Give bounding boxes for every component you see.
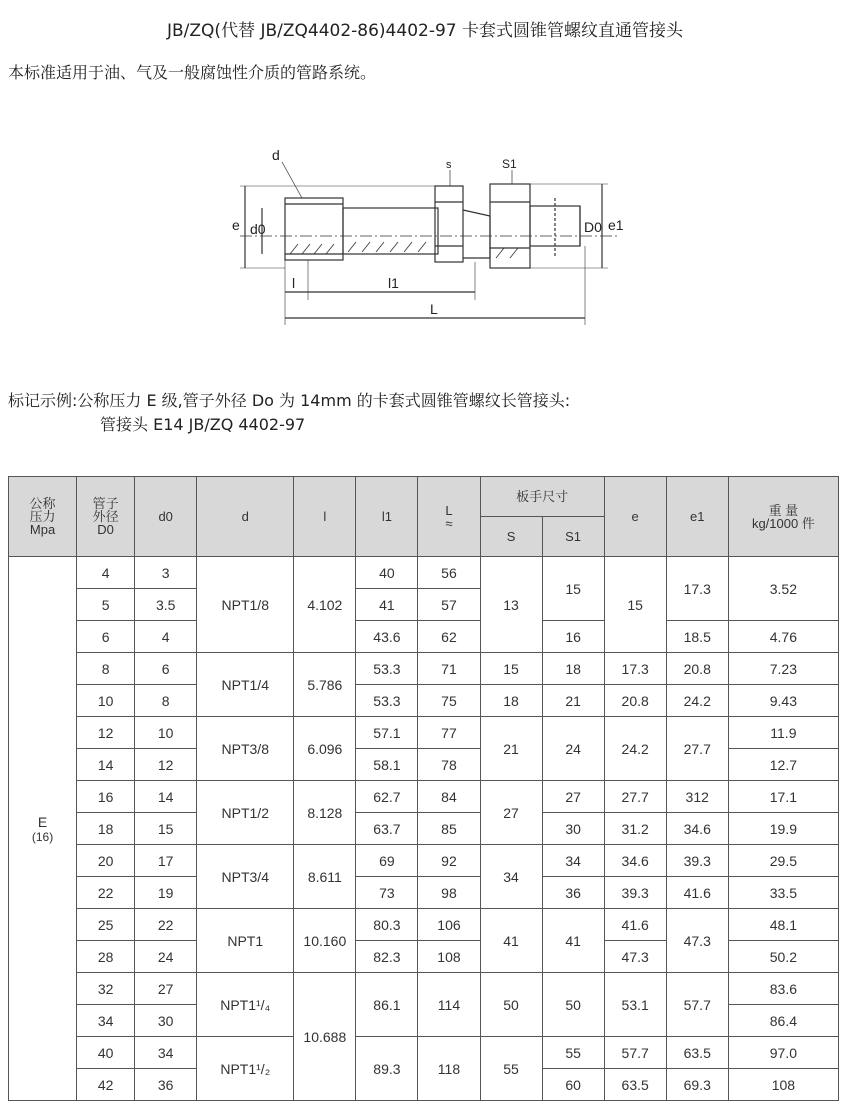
label-e1: e1 (608, 217, 624, 233)
cell-d0: 30 (135, 1005, 197, 1037)
cell-L: 114 (418, 973, 480, 1037)
cell-L: 92 (418, 845, 480, 877)
label-D0: D0 (584, 219, 602, 235)
header-e1: e1 (666, 477, 728, 557)
table-row (9, 557, 839, 589)
label-l1: l1 (388, 275, 399, 291)
cell-weight: 86.4 (728, 1005, 838, 1037)
cell-l1: 63.7 (356, 813, 418, 845)
cell-l: 5.786 (294, 653, 356, 717)
cell-weight: 50.2 (728, 941, 838, 973)
cell-e: 63.5 (604, 1069, 666, 1101)
cell-d0: 10 (135, 717, 197, 749)
pressure-cell: E (16) (9, 557, 77, 1101)
cell-S: 21 (480, 717, 542, 781)
cell-S1: 21 (542, 685, 604, 717)
cell-e1: 20.8 (666, 653, 728, 685)
cell-L: 57 (418, 589, 480, 621)
cell-l: 10.688 (294, 973, 356, 1101)
table-row (9, 685, 839, 717)
cell-D0: 40 (77, 1037, 135, 1069)
cell-e: 39.3 (604, 877, 666, 909)
cell-e: 53.1 (604, 973, 666, 1037)
cell-weight: 17.1 (728, 781, 838, 813)
cell-l1: 86.1 (356, 973, 418, 1037)
page-title: JB/ZQ(代替 JB/ZQ4402-86)4402-97 卡套式圆锥管螺纹直通管接头 (167, 21, 683, 41)
cell-e1: 41.6 (666, 877, 728, 909)
cell-d0: 8 (135, 685, 197, 717)
cell-L: 78 (418, 749, 480, 781)
cell-e: 20.8 (604, 685, 666, 717)
table-row (9, 621, 839, 653)
cell-weight: 108 (728, 1069, 838, 1101)
header-S1: S1 (542, 517, 604, 557)
cell-S1: 50 (542, 973, 604, 1037)
cell-S1: 18 (542, 653, 604, 685)
cell-l1: 89.3 (356, 1037, 418, 1101)
cell-d: NPT3/8 (197, 717, 294, 781)
cell-d: NPT3/4 (197, 845, 294, 909)
cell-l1: 40 (356, 557, 418, 589)
cell-e: 15 (604, 557, 666, 653)
cell-e: 27.7 (604, 781, 666, 813)
table-row (9, 653, 839, 685)
cell-d: NPT1 (197, 909, 294, 973)
label-l: l (292, 275, 296, 291)
cell-l1: 53.3 (356, 685, 418, 717)
cell-weight: 19.9 (728, 813, 838, 845)
cell-d0: 34 (135, 1037, 197, 1069)
cell-e1: 312 (666, 781, 728, 813)
cell-l: 8.128 (294, 781, 356, 845)
cell-weight: 33.5 (728, 877, 838, 909)
cell-d0: 36 (135, 1069, 197, 1101)
cell-S1: 41 (542, 909, 604, 973)
cell-S: 41 (480, 909, 542, 973)
cell-e1: 17.3 (666, 557, 728, 621)
cell-weight: 29.5 (728, 845, 838, 877)
cell-S1: 55 (542, 1037, 604, 1069)
cell-D0: 5 (77, 589, 135, 621)
header-wrench: 板手尺寸 (480, 477, 604, 517)
cell-l: 6.096 (294, 717, 356, 781)
cell-e1: 63.5 (666, 1037, 728, 1069)
cell-d: NPT1/8 (197, 557, 294, 653)
cell-weight: 97.0 (728, 1037, 838, 1069)
cell-S: 50 (480, 973, 542, 1037)
cell-weight: 7.23 (728, 653, 838, 685)
table-row (9, 909, 839, 941)
cell-D0: 8 (77, 653, 135, 685)
cell-S: 13 (480, 557, 542, 653)
cell-S1: 34 (542, 845, 604, 877)
cell-d0: 27 (135, 973, 197, 1005)
cell-D0: 4 (77, 557, 135, 589)
table-row (9, 781, 839, 813)
cell-weight: 83.6 (728, 973, 838, 1005)
cell-S: 55 (480, 1037, 542, 1101)
cell-l: 10.160 (294, 909, 356, 973)
cell-l1: 73 (356, 877, 418, 909)
cell-d0: 24 (135, 941, 197, 973)
cell-L: 77 (418, 717, 480, 749)
cell-e1: 18.5 (666, 621, 728, 653)
cell-D0: 16 (77, 781, 135, 813)
cell-weight: 3.52 (728, 557, 838, 621)
cell-e1: 69.3 (666, 1069, 728, 1101)
cell-d0: 4 (135, 621, 197, 653)
cell-d: NPT1¹/₂ (197, 1037, 294, 1101)
cell-S: 34 (480, 845, 542, 909)
cell-d0: 15 (135, 813, 197, 845)
cell-D0: 6 (77, 621, 135, 653)
header-L: L ≈ (418, 477, 480, 557)
cell-d0: 22 (135, 909, 197, 941)
cell-l1: 62.7 (356, 781, 418, 813)
table-row (9, 813, 839, 845)
cell-l: 4.102 (294, 557, 356, 653)
table-row (9, 845, 839, 877)
cell-l1: 57.1 (356, 717, 418, 749)
cell-S1: 24 (542, 717, 604, 781)
label-s: s (446, 159, 452, 171)
cell-L: 71 (418, 653, 480, 685)
cell-e: 24.2 (604, 717, 666, 781)
header-pipe-od: 管子 外径 D0 (77, 477, 135, 557)
cell-S1: 36 (542, 877, 604, 909)
cell-d: NPT1/2 (197, 781, 294, 845)
cell-d0: 17 (135, 845, 197, 877)
cell-L: 56 (418, 557, 480, 589)
cell-l1: 80.3 (356, 909, 418, 941)
cell-D0: 12 (77, 717, 135, 749)
cell-D0: 42 (77, 1069, 135, 1101)
cell-weight: 48.1 (728, 909, 838, 941)
header-d: d (197, 477, 294, 557)
cell-e1: 24.2 (666, 685, 728, 717)
header-pressure: 公称 压力 Mpa (9, 477, 77, 557)
header-l1: l1 (356, 477, 418, 557)
cell-d0: 3.5 (135, 589, 197, 621)
table-row (9, 877, 839, 909)
cell-D0: 32 (77, 973, 135, 1005)
cell-d0: 14 (135, 781, 197, 813)
cell-l1: 58.1 (356, 749, 418, 781)
cell-L: 75 (418, 685, 480, 717)
cell-l1: 41 (356, 589, 418, 621)
cell-weight: 11.9 (728, 717, 838, 749)
cell-L: 85 (418, 813, 480, 845)
cell-D0: 20 (77, 845, 135, 877)
cell-S1: 60 (542, 1069, 604, 1101)
header-weight: 重 量 kg/1000 件 (728, 477, 838, 557)
cell-e: 17.3 (604, 653, 666, 685)
cell-l1: 69 (356, 845, 418, 877)
fitting-drawing (230, 140, 630, 345)
cell-S: 27 (480, 781, 542, 845)
cell-D0: 14 (77, 749, 135, 781)
cell-D0: 10 (77, 685, 135, 717)
cell-l1: 43.6 (356, 621, 418, 653)
cell-e: 31.2 (604, 813, 666, 845)
cell-e: 34.6 (604, 845, 666, 877)
cell-D0: 25 (77, 909, 135, 941)
label-L: L (430, 301, 438, 317)
cell-L: 84 (418, 781, 480, 813)
cell-d0: 12 (135, 749, 197, 781)
cell-D0: 22 (77, 877, 135, 909)
cell-S: 18 (480, 685, 542, 717)
cell-e: 57.7 (604, 1037, 666, 1069)
table-row (9, 973, 839, 1005)
cell-e1: 57.7 (666, 973, 728, 1037)
cell-e: 41.6 (604, 909, 666, 941)
cell-S1: 16 (542, 621, 604, 653)
cell-S1: 15 (542, 557, 604, 621)
cell-d: NPT1/4 (197, 653, 294, 717)
table-row (9, 1037, 839, 1069)
cell-d: NPT1¹/₄ (197, 973, 294, 1037)
cell-d0: 6 (135, 653, 197, 685)
cell-d0: 3 (135, 557, 197, 589)
cell-l1: 82.3 (356, 941, 418, 973)
table-row (9, 717, 839, 749)
cell-l1: 53.3 (356, 653, 418, 685)
cell-weight: 12.7 (728, 749, 838, 781)
cell-L: 118 (418, 1037, 480, 1101)
cell-weight: 9.43 (728, 685, 838, 717)
cell-d0: 19 (135, 877, 197, 909)
scope-text: 本标准适用于油、气及一般腐蚀性介质的管路系统。 (8, 63, 377, 82)
header-l: l (294, 477, 356, 557)
label-S1: S1 (502, 157, 517, 171)
label-d0: d0 (250, 221, 266, 237)
cell-S: 15 (480, 653, 542, 685)
example-line-1: 标记示例:公称压力 E 级,管子外径 Do 为 14mm 的卡套式圆锥管螺纹长管接头: (8, 391, 571, 410)
cell-D0: 28 (77, 941, 135, 973)
cell-e1: 27.7 (666, 717, 728, 781)
cell-D0: 18 (77, 813, 135, 845)
cell-L: 106 (418, 909, 480, 941)
example-line-2: 管接头 E14 JB/ZQ 4402-97 (100, 415, 306, 434)
cell-S1: 27 (542, 781, 604, 813)
spec-table (8, 476, 839, 1101)
cell-e1: 34.6 (666, 813, 728, 845)
header-d0: d0 (135, 477, 197, 557)
cell-e: 47.3 (604, 941, 666, 973)
label-d: d (272, 147, 280, 163)
header-e: e (604, 477, 666, 557)
cell-e1: 47.3 (666, 909, 728, 973)
header-S: S (480, 517, 542, 557)
cell-L: 62 (418, 621, 480, 653)
cell-L: 98 (418, 877, 480, 909)
label-e: e (232, 217, 240, 233)
cell-l: 8.611 (294, 845, 356, 909)
cell-e1: 39.3 (666, 845, 728, 877)
cell-L: 108 (418, 941, 480, 973)
cell-S1: 30 (542, 813, 604, 845)
cell-D0: 34 (77, 1005, 135, 1037)
cell-weight: 4.76 (728, 621, 838, 653)
